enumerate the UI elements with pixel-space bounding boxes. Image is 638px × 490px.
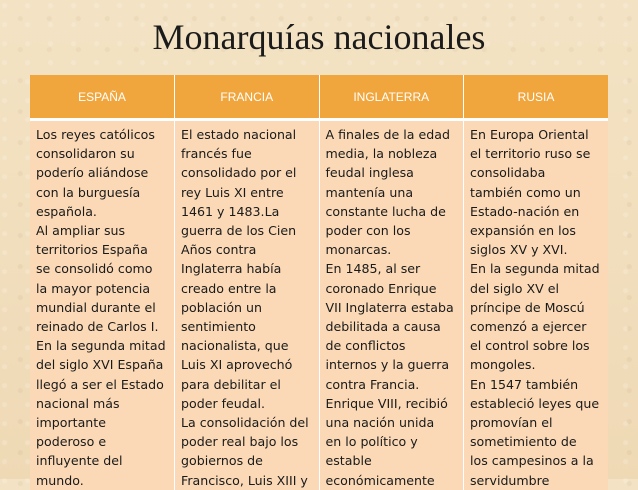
cell-espana: Los reyes católicos consolidaron su poderío aliándose con la burguesía española. Al ampliar sus territorios España se consolidó como la mayor potencia mundial durante el reinado de Carlos I. En la segunda mitad del siglo XVI España llegó a ser el Estado nacional más importante poderoso e influyente del mundo. xyxy=(30,120,175,490)
header-inglaterra: INGLATERRA xyxy=(319,75,464,120)
header-francia: FRANCIA xyxy=(175,75,320,120)
table-header-row xyxy=(30,75,608,120)
header-espana: ESPAÑA xyxy=(30,75,175,120)
header-rusia: RUSIA xyxy=(464,75,609,120)
comparison-table xyxy=(30,75,608,490)
cell-francia: El estado nacional francés fue consolidado por el rey Luis XI entre 1461 y 1483.La guerra de los Cien Años contra Inglaterra había creado entre la población un sentimiento nacionalista, que Luis XI aprovechó para debilitar el poder feudal. La consolidación del poder real bajo los gobiernos de Francisco, Luis XIII y xyxy=(175,120,320,490)
slide-title: Monarquías nacionales xyxy=(152,17,486,57)
table-row xyxy=(30,120,608,490)
comparison-table-container xyxy=(30,75,608,488)
cell-rusia: En Europa Oriental el territorio ruso se consolidaba también como un Estado-nación en expansión en los siglos XV y XVI. En la segunda mitad del siglo XV el príncipe de Moscú comenzó a ejercer el control sobre los mongoles. En 1547 también estableció leyes que promovían el sometimiento de los campesinos a la servidumbre xyxy=(464,120,609,490)
cell-inglaterra: A finales de la edad media, la nobleza feudal inglesa mantenía una constante lucha de poder con los monarcas. En 1485, al ser coronado Enrique VII Inglaterra estaba debilitada a causa de conflictos internos y la guerra contra Francia. Enrique VIII, recibió una nación unida en lo político y estable económicamente xyxy=(319,120,464,490)
